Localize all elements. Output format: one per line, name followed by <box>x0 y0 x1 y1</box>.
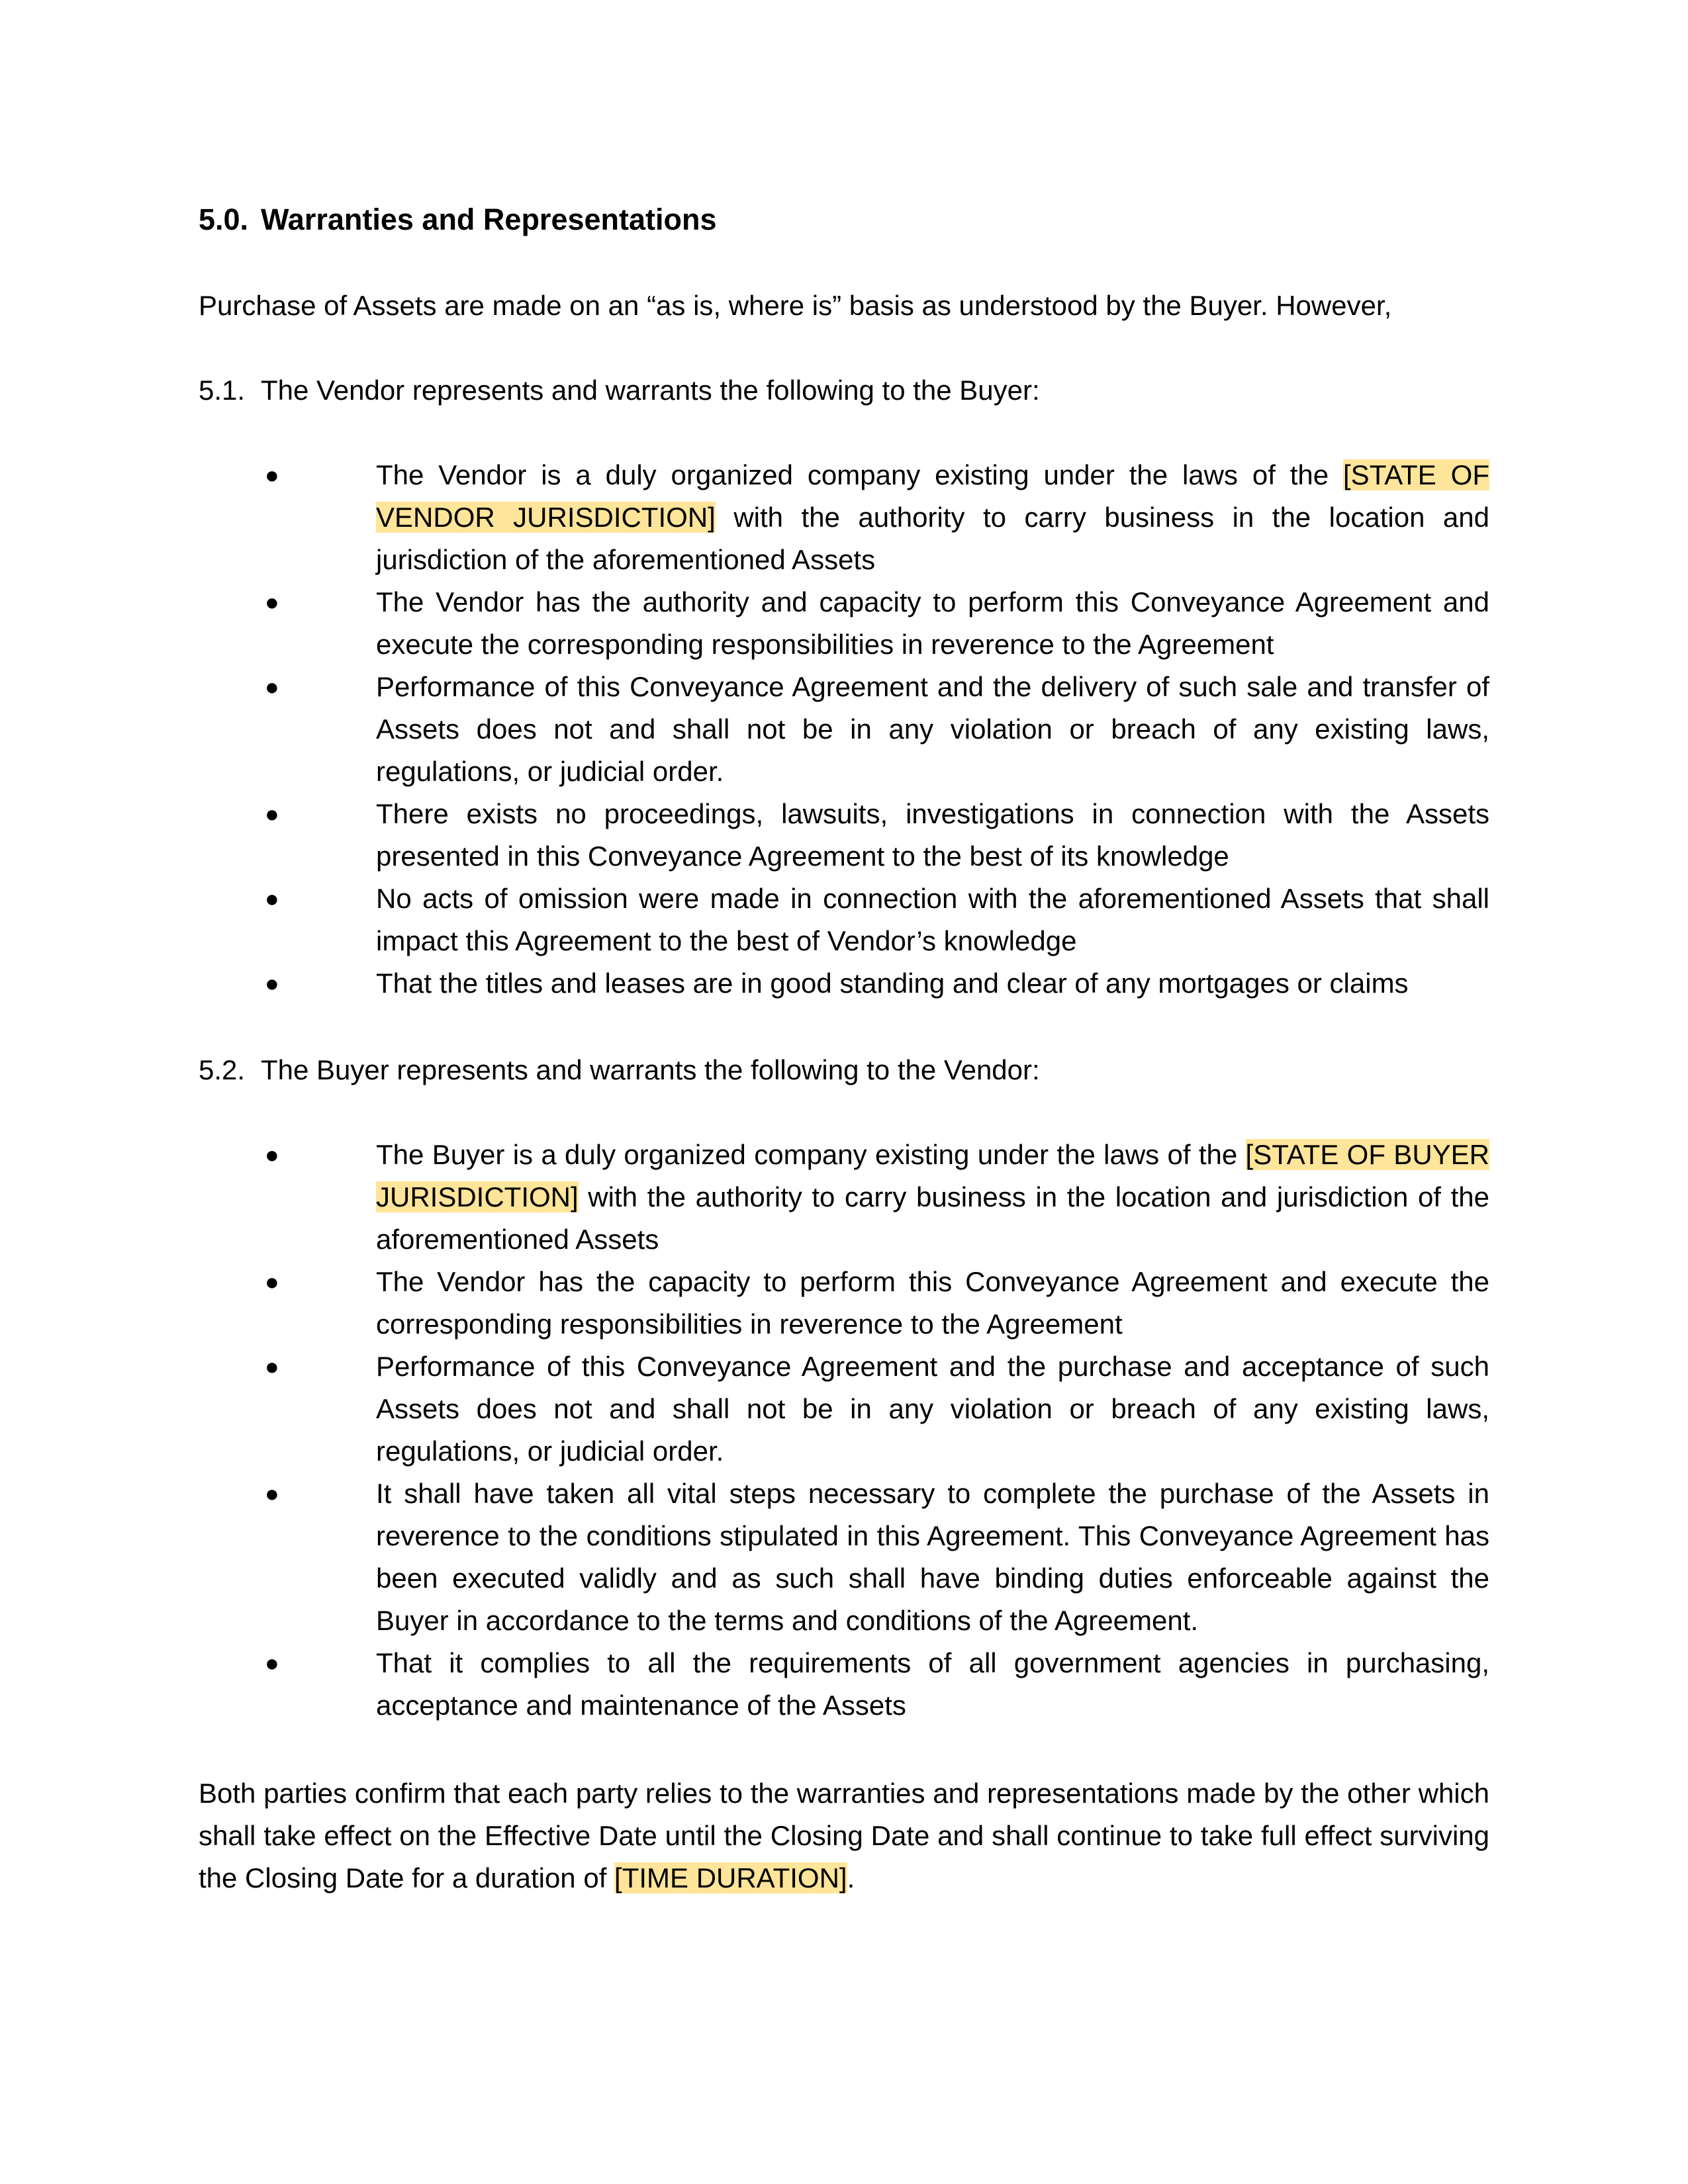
section-title: Warranties and Representations <box>261 203 717 236</box>
vendor-bullet-1-text: The Vendor is a duly organized company existing under the laws of the <box>376 459 1344 490</box>
bullet-icon: ● <box>265 1649 279 1676</box>
section-heading <box>199 199 717 241</box>
vendor-warranty-list <box>265 454 1489 1005</box>
bullet-icon: ● <box>265 1268 279 1295</box>
vendor-bullet-2-text: The Vendor has the authority and capacity to perform this Conveyance Agreement and execute the corresponding responsibilities in reverence to the Agreement <box>376 586 1489 660</box>
bullet-icon: ● <box>265 1141 279 1168</box>
closing-paragraph <box>199 1772 1489 1899</box>
bullet-icon: ● <box>265 800 279 827</box>
bullet-icon: ● <box>265 970 279 997</box>
closing-text: Both parties confirm that each party relies to the warranties and representations made by the other which shall take effect on the Effective Date until the Closing Date and shall continue to take full effect surviving the Closing Date for a duration of <box>199 1778 1489 1893</box>
vendor-subsection-number: 5.1. <box>199 375 246 406</box>
list-item <box>265 793 1489 878</box>
buyer-bullet-1-text: The Buyer is a duly organized company existing under the laws of the <box>376 1139 1246 1170</box>
bullet-icon: ● <box>265 461 279 488</box>
bullet-icon: ● <box>265 885 279 912</box>
list-item <box>265 1261 1489 1345</box>
buyer-bullet-2-text: The Vendor has the capacity to perform this Conveyance Agreement and execute the corresponding responsibilities in reverence to the Agreement <box>376 1266 1489 1340</box>
buyer-jurisdiction-placeholder: [STATE OF BUYER JURISDICTION] <box>376 1139 1490 1212</box>
list-item <box>265 1642 1489 1727</box>
bullet-icon: ● <box>265 1353 279 1380</box>
buyer-bullet-3-text: Performance of this Conveyance Agreement and the purchase and acceptance of such Assets does not and shall not be in any violation or breach of any existing laws, regulations, or judicial order. <box>376 1351 1489 1467</box>
list-item <box>265 1473 1489 1642</box>
buyer-subsection-heading <box>199 1049 1040 1091</box>
bullet-icon: ● <box>265 673 279 700</box>
vendor-bullet-1-text-end: with the authority to carry business in the location and jurisdiction of the aforementioned Assets <box>376 502 1489 575</box>
vendor-bullet-4-text: There exists no proceedings, lawsuits, investigations in connection with the Assets presented in this Conveyance Agreement to the best of its knowledge <box>376 798 1489 872</box>
buyer-bullet-4-text: It shall have taken all vital steps necessary to complete the purchase of the Assets in reverence to the conditions stipulated in this Agreement. This Conveyance Agreement has been executed validly and as such shall have binding duties enforceable against the Buyer in accordance to the terms and conditions of the Agreement. <box>376 1478 1489 1636</box>
bullet-icon: ● <box>265 1480 279 1507</box>
list-item <box>265 454 1489 581</box>
buyer-bullet-5-text: That it complies to all the requirements of all government agencies in purchasing, acceptance and maintenance of the Assets <box>376 1647 1489 1721</box>
vendor-bullet-5-text: No acts of omission were made in connection with the aforementioned Assets that shall impact this Agreement to the best of Vendor’s knowledge <box>376 883 1489 956</box>
section-number: 5.0. <box>199 203 249 236</box>
vendor-bullet-3-text: Performance of this Conveyance Agreement and the delivery of such sale and transfer of Assets does not and shall not be in any violation or breach of any existing laws, regulations, or judicial order. <box>376 671 1489 787</box>
closing-period: . <box>847 1862 855 1893</box>
buyer-bullet-1-text-end: with the authority to carry business in the location and jurisdiction of the aforementioned Assets <box>376 1181 1489 1255</box>
intro-paragraph: Purchase of Assets are made on an “as is, where is” basis as understood by the Buyer. However, <box>199 290 1392 321</box>
list-item <box>265 962 1489 1005</box>
vendor-subsection-title: The Vendor represents and warrants the following to the Buyer: <box>261 375 1040 406</box>
list-item <box>265 666 1489 793</box>
buyer-subsection-title: The Buyer represents and warrants the following to the Vendor: <box>261 1054 1040 1085</box>
buyer-subsection-number: 5.2. <box>199 1054 246 1085</box>
vendor-subsection-heading <box>199 369 1040 412</box>
list-item <box>265 1345 1489 1473</box>
list-item <box>265 878 1489 962</box>
vendor-jurisdiction-placeholder: [STATE OF VENDOR JURISDICTION] <box>376 459 1489 533</box>
bullet-icon: ● <box>265 588 279 615</box>
vendor-bullet-6-text: That the titles and leases are in good standing and clear of any mortgages or claims <box>376 968 1409 999</box>
list-item <box>265 1134 1489 1261</box>
buyer-warranty-list <box>265 1134 1489 1727</box>
list-item <box>265 581 1489 666</box>
time-duration-placeholder: [TIME DURATION] <box>614 1862 847 1893</box>
